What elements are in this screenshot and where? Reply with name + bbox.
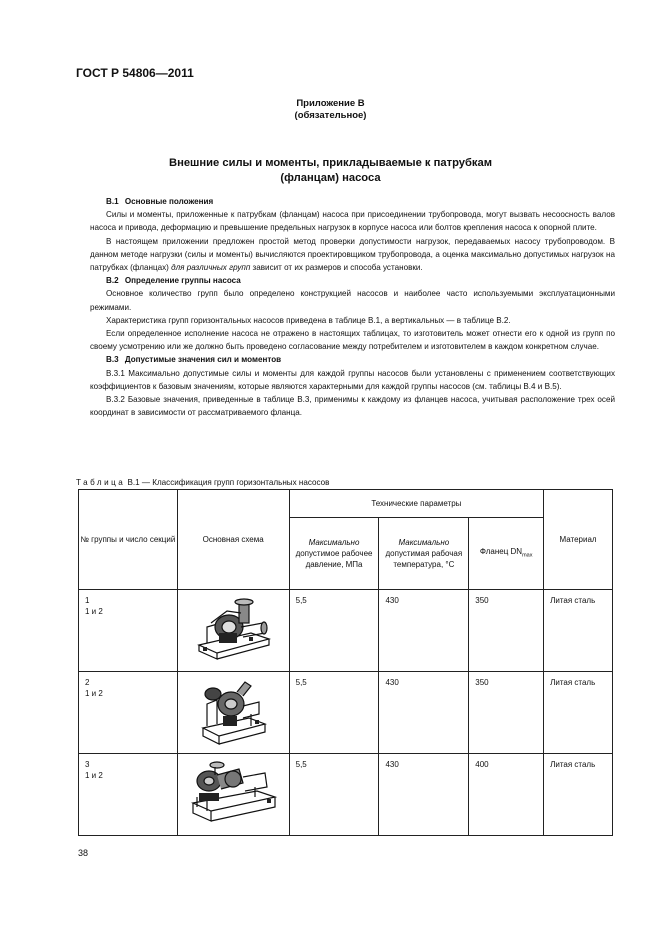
appendix-status: (обязательное) (294, 110, 367, 121)
body-text (90, 195, 615, 419)
pump-scheme-image (177, 672, 289, 754)
header-flange: Фланец $DN_{max}$ (469, 518, 544, 590)
header-group: № группы и число секций (79, 490, 178, 590)
section-heading-b1: В.1 Основные положения (106, 197, 214, 206)
flange-cell: 350 (469, 590, 544, 672)
pump-drawing-icon (193, 674, 273, 752)
paragraph: Основное количество групп было определено конструкцией насосов и наиболее часто используемыми эксплуатационными режимами. (90, 289, 615, 312)
header-material: Материал (544, 490, 613, 590)
header-tech-params: Технические параметры (289, 490, 543, 518)
pump-groups-table (78, 489, 613, 836)
group-cell: 1 1 и 2 (79, 590, 178, 672)
paragraph: В настоящем приложении предложен простой метод проверки допустимости нагрузок, передаваемых насосу трубопроводом. В данном методе нагрузки (силы и моменты) вычисляются проектировщиком трубопровода, а оценка максимально допустимых нагрузок на патрубках (фланцах) для различных групп зависит от их размеров и способа установки. (90, 236, 615, 273)
group-cell: 3 1 и 2 (79, 754, 178, 836)
section-heading-b2: В.2 Определение группы насоса (106, 276, 241, 286)
table-row (79, 590, 613, 672)
page-title-line-1: Внешние силы и моменты, прикладываемые к патрубкам (169, 157, 492, 169)
paragraph: Если определенное исполнение насоса не отражено в настоящих таблицах, то изготовитель может отнести его к одной из групп по своему усмотрению или же должно быть проведено согласование между потребителем и изготовителем в каждом конкретном случае. (90, 329, 615, 352)
pressure-cell: 5,5 (289, 754, 379, 836)
temperature-cell: 430 (379, 754, 469, 836)
paragraph: Силы и моменты, приложенные к патрубкам (фланцам) насоса при присоединении трубопровода, могут вызвать несоосность валов насоса и привода, деформацию и превышение предельных нагрузок в корпусе насоса или болтов крепления насоса к опорной плите. (90, 210, 615, 233)
header-scheme: Основная схема (177, 490, 289, 590)
flange-cell: 400 (469, 754, 544, 836)
section-heading-b3: В.3 Допустимые значения сил и моментов (106, 355, 282, 365)
paragraph: В.3.1 Максимально допустимые силы и моменты для каждой группы насосов были установлены с применением соответствующих коэффициентов к базовым значениям, которые являются характерными для каждой группы насосов (см. таблицы В.4 и В.5). (90, 368, 615, 391)
group-cell: 2 1 и 2 (79, 672, 178, 754)
paragraph: В.3.2 Базовые значения, приведенные в таблице В.3, применимы к каждому из фланцев насоса, учитывая расположение трех осей координат в зависимости от рассматриваемого фланца. (90, 395, 615, 418)
material-cell: Литая сталь (544, 590, 613, 672)
table-row (79, 754, 613, 836)
table-caption: Таблица В.1 — Классификация групп горизонтальных насосов (76, 478, 330, 487)
appendix-heading (0, 98, 661, 122)
pressure-cell: 5,5 (289, 672, 379, 754)
header-temperature: Максимально допустимая рабочая температура, °С (379, 518, 469, 590)
page-title (0, 156, 661, 185)
table-row (79, 672, 613, 754)
pump-drawing-icon (187, 757, 279, 833)
pump-drawing-icon (191, 593, 275, 669)
page-title-line-2: (фланцам) насоса (280, 171, 381, 184)
temperature-cell: 430 (379, 672, 469, 754)
material-cell: Литая сталь (544, 672, 613, 754)
flange-cell: 350 (469, 672, 544, 754)
pressure-cell: 5,5 (289, 590, 379, 672)
material-cell: Литая сталь (544, 754, 613, 836)
page-number: 38 (78, 848, 89, 858)
header-pressure: Максимально допустимое рабочее давление, МПа (289, 518, 379, 590)
pump-scheme-image (177, 590, 289, 672)
standard-number: ГОСТ Р 54806—2011 (76, 66, 194, 80)
pump-scheme-image (177, 754, 289, 836)
appendix-title: Приложение В (296, 98, 365, 109)
temperature-cell: 430 (379, 590, 469, 672)
paragraph: Характеристика групп горизонтальных насосов приведена в таблице В.1, а вертикальных — в таблице В.2. (106, 315, 511, 325)
